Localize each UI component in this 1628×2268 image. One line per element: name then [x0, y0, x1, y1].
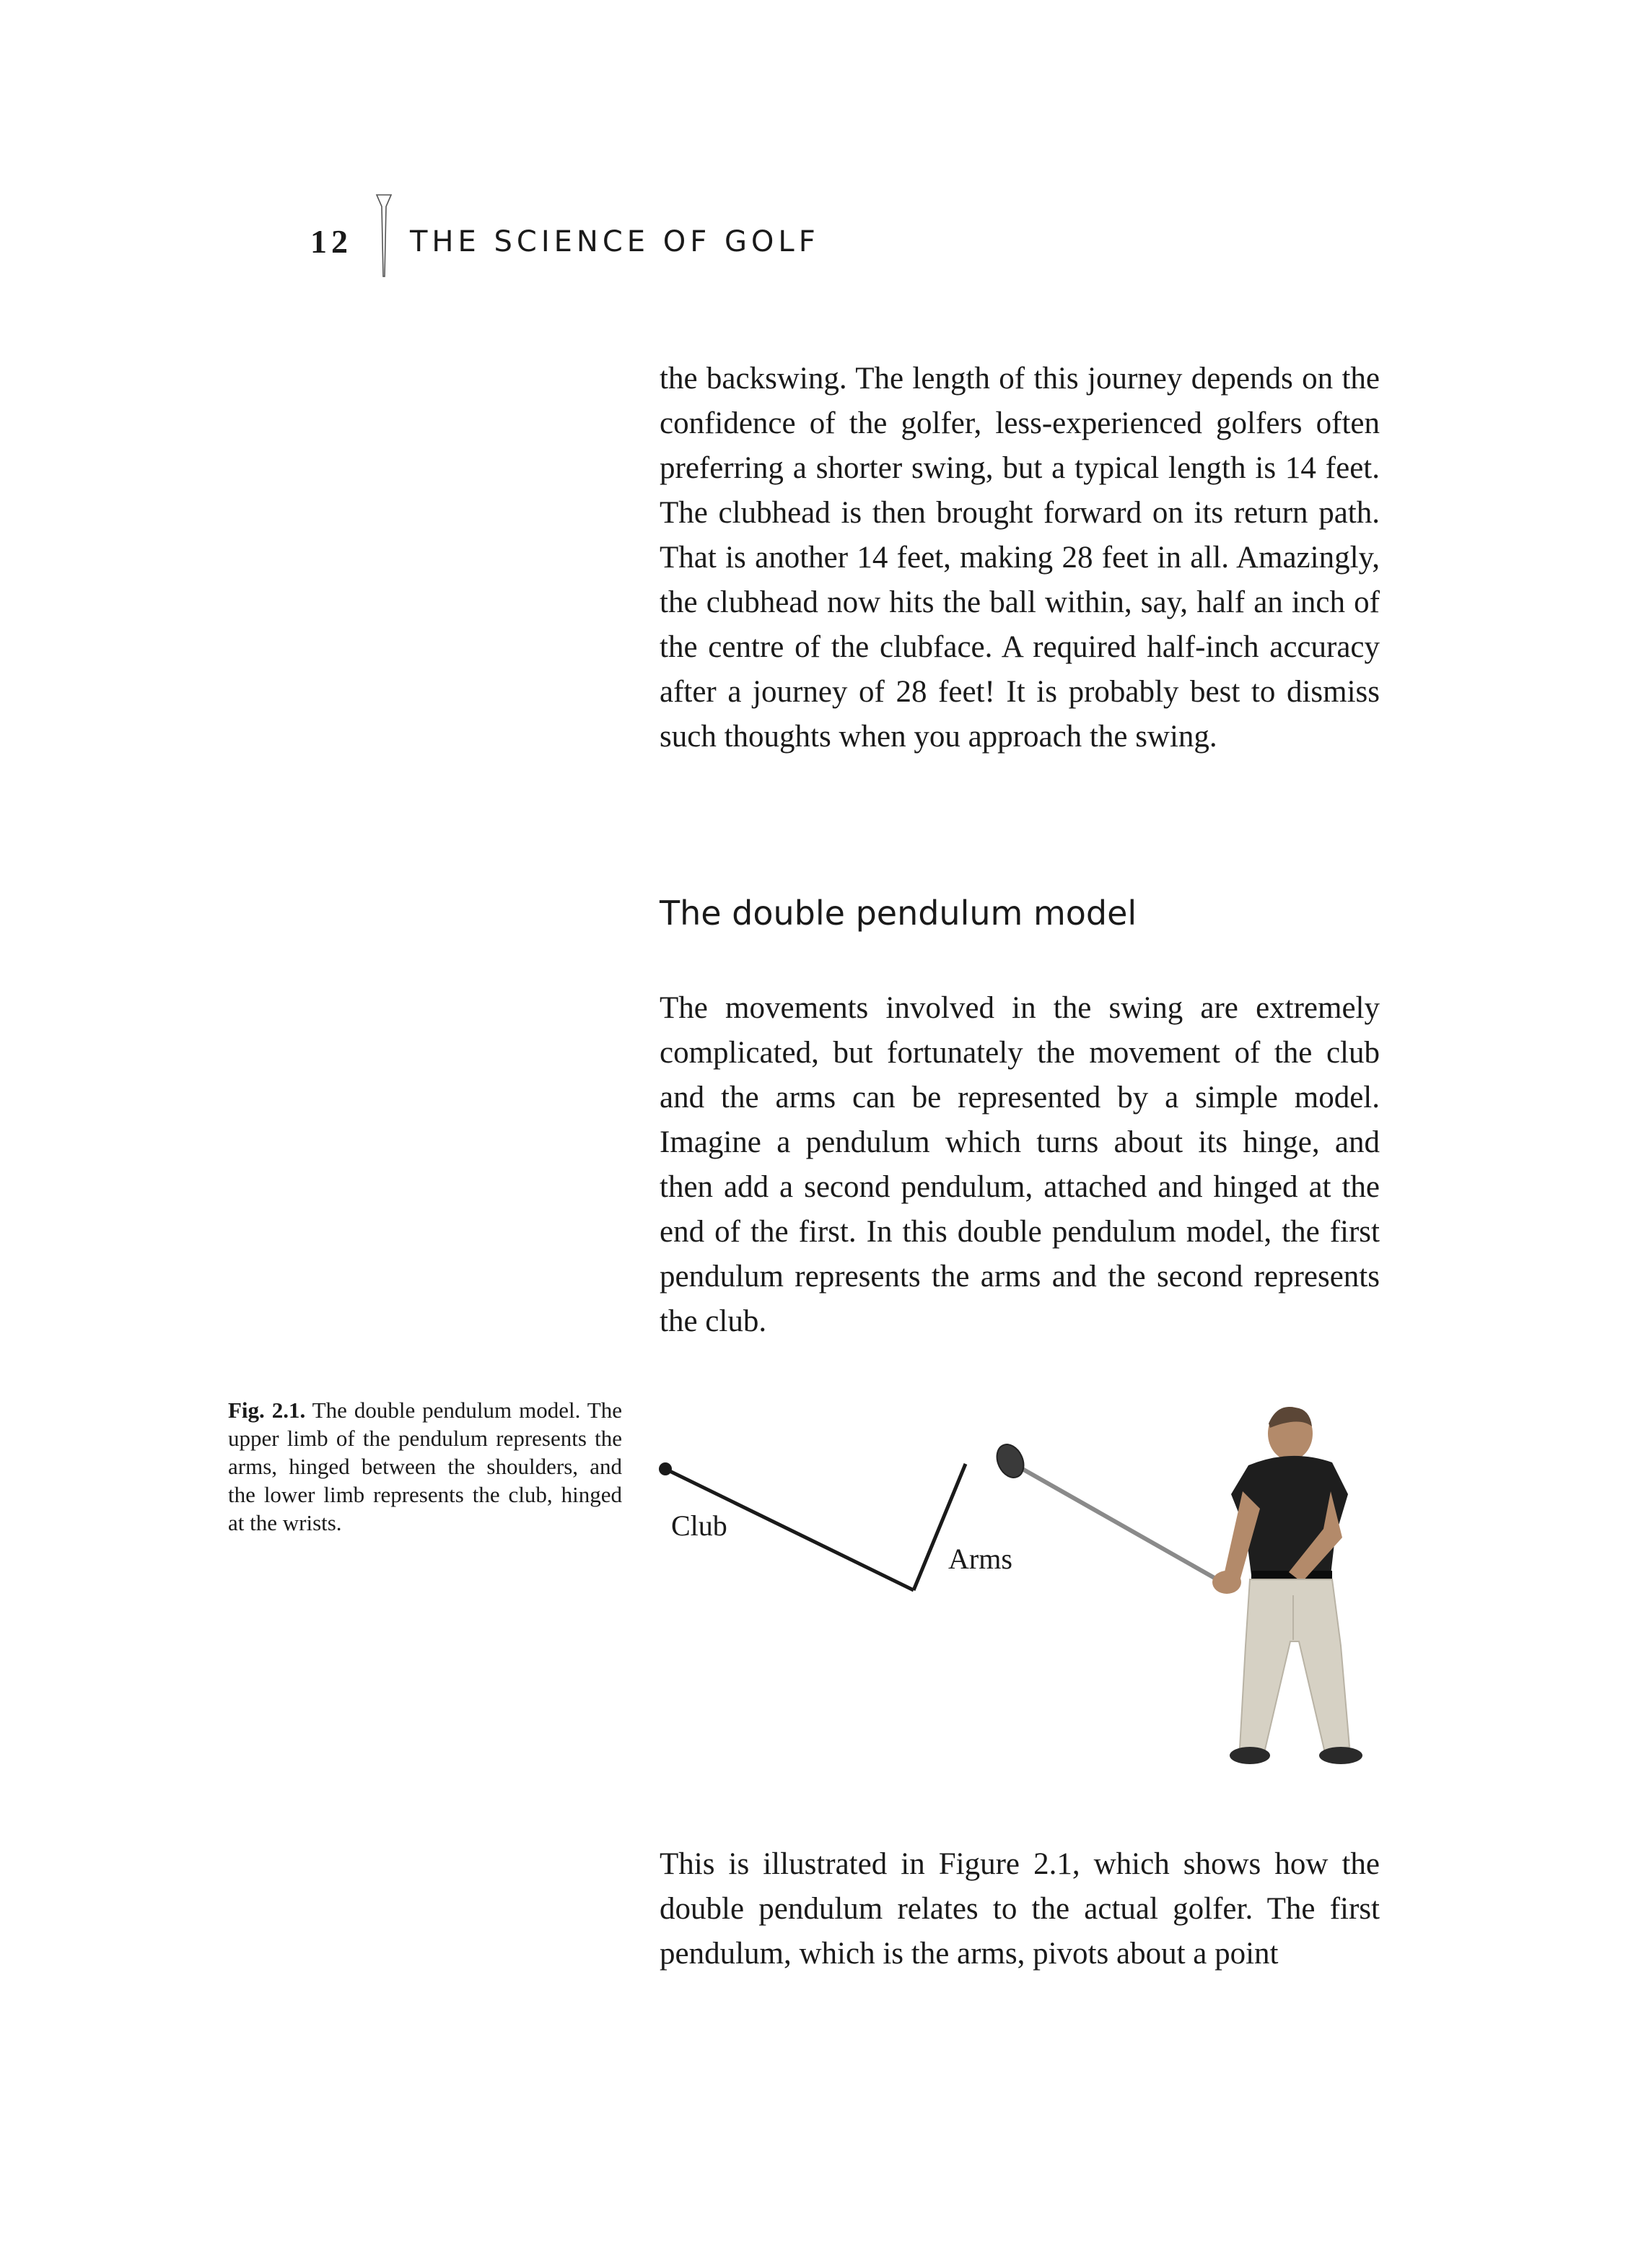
pendulum-diagram — [659, 1462, 1012, 1590]
figure-2-1 — [649, 1386, 1386, 1790]
paragraph-pendulum-model: The movements involved in the swing are extremely complicated, but fortunately the movement of the club and the arms can be represented by a simple model. Imagine a pendulum which turns about its hinge, and then add a second pendulum, attached and hinged at the end of the first. In this double pendulum model, the first pendulum represents the arms and the second represents the club. — [660, 991, 1380, 1338]
section-heading: The double pendulum model — [660, 894, 1137, 933]
label-club: Club — [671, 1509, 727, 1542]
golf-tee-icon — [375, 193, 393, 280]
running-title: THE SCIENCE OF GOLF — [410, 225, 820, 258]
paragraph-figure-reference: This is illustrated in Figure 2.1, which shows how the double pendulum relates to the actual golfer. The first pendulum, which is the arms, pivots about a point — [660, 1847, 1380, 1971]
paragraph-backswing: the backswing. The length of this journey depends on the confidence of the golfer, less-experienced golfers often preferring a shorter swing, but a typical length is 14 feet. The clubhead is then brought forward on its return path. That is another 14 feet, making 28 feet in all. Amazingly, the clubhead now hits the ball within, say, half an inch of the centre of the clubface. A required half-inch accuracy after a journey of 28 feet! It is probably best to dismiss such thoughts when you approach the swing. — [660, 362, 1380, 754]
figure-caption — [228, 1396, 622, 1537]
golfer-photo — [992, 1407, 1362, 1764]
page-number: 12 — [310, 223, 352, 260]
running-head — [310, 193, 960, 280]
label-arms: Arms — [948, 1543, 1012, 1575]
caption-text: The double pendulum model. The upper limb of the pendulum represents the arms, hinged between the shoulders, and the lower limb represents the club, hinged at the wrists. — [228, 1397, 622, 1535]
caption-label: Fig. 2.1. — [228, 1397, 306, 1423]
